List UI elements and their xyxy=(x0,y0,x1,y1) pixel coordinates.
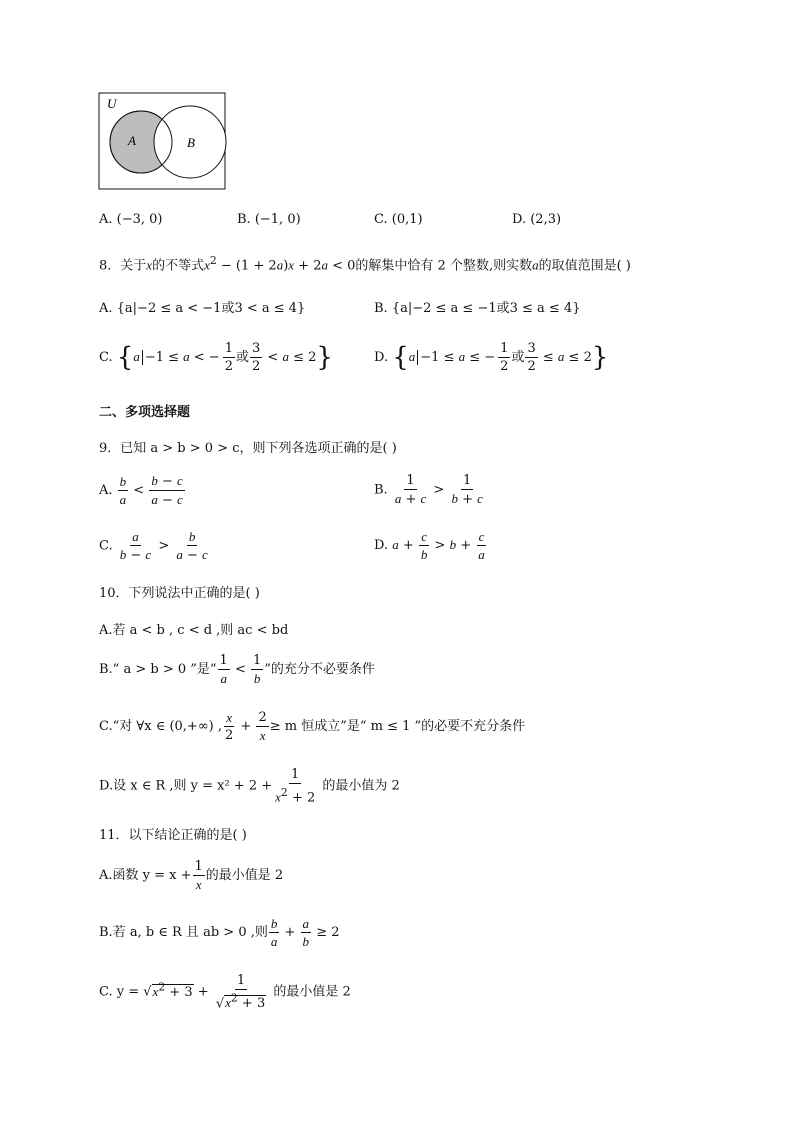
q8-stem: 8．关于x的不等式$x^2 - (1 + 2a)x + 2a < 0$的解集中恰有 2 个整数,则实数a的取值范围是( ) xyxy=(99,254,631,274)
q8-stem-3: 的解集中恰有 2 个整数,则实数 xyxy=(355,258,533,274)
q11-option-a: A.函数 y = x + $\frac{1}{x}$ 的最小值是 2 xyxy=(99,859,284,892)
q9-stem: 9．已知 a > b > 0 > c，则下列各选项正确的是( ) xyxy=(99,441,397,456)
q8-stem-4: 的取值范围是( ) xyxy=(538,258,631,274)
q11-stem: 11．以下结论正确的是( ) xyxy=(99,828,247,843)
set-b-label: B xyxy=(187,135,195,150)
q9-option-c: C. $\frac{a}{b - c}$ > $\frac{b}{a - c}$ xyxy=(99,529,208,563)
universe-label: U xyxy=(107,96,117,111)
q10-option-a: A.若 a < b , c < d ,则 ac < bd xyxy=(99,623,289,638)
set-a-label: A xyxy=(128,133,136,148)
q9-option-b: B. $\frac{1}{a + c}$ > $\frac{1}{b + c}$ xyxy=(374,473,483,507)
q8-option-a: A. {a|−2 ≤ a < −1或3 < a ≤ 4} xyxy=(99,301,306,316)
q11-option-b: B.若 a, b ∈ R 且 ab > 0 ,则 $\frac{b}{a}$ + $\frac{a}{b}$ ≥ 2 xyxy=(99,916,340,949)
q7-option-c: C. (0,1) xyxy=(374,212,423,227)
venn-diagram xyxy=(98,92,228,192)
q7-option-d: D. (2,3) xyxy=(512,212,562,227)
q8-option-c: C. {a −1 ≤ a < − $\frac{1}{2}$ 或 $\frac{3}{2}$ < a ≤ 2} xyxy=(99,341,333,374)
q10-option-c: C.“对 ∀x ∈ (0,+∞) , $\frac{x}{2}$ + $\frac{2}{x}$ ≥ m 恒成立”是“ m ≤ 1 ”的必要不充分条件 xyxy=(99,710,526,743)
q7-option-b: B. (−1, 0) xyxy=(237,212,301,227)
q8-stem-2: 的不等式 xyxy=(152,258,205,274)
q7-option-a: A. (−3, 0) xyxy=(99,212,163,227)
q9-option-d: D. a + $\frac{c}{b}$ > b + $\frac{c}{a}$ xyxy=(374,529,485,562)
q8-option-d: D. {a −1 ≤ a ≤ − $\frac{1}{2}$ 或 $\frac{3}{2}$ ≤ a ≤ 2} xyxy=(374,341,609,374)
q10-option-b: B.“ a > b > 0 ”是“ $\frac{1}{a}$ < $\frac{1}{b}$ ”的充分不必要条件 xyxy=(99,653,375,686)
q11-option-c: C. $y = √x^2 + 3$ + $\frac{1}{√x^2 + 3}$ 的最小值是 2 xyxy=(99,973,351,1012)
q9-option-a: A. $\frac{b}{a}$ < $\frac{b - c}{a - c}$ xyxy=(99,473,183,508)
q10-option-d: D.设 x ∈ R ,则 y = x² + 2 + $\frac{1}{x^2 + 2}$ 的最小值为 2 xyxy=(99,767,400,806)
q8-option-b: B. {a|−2 ≤ a ≤ −1或3 ≤ a ≤ 4} xyxy=(374,301,581,316)
q8-stem-1: 8．关于 xyxy=(99,258,147,274)
q10-stem: 10．下列说法中正确的是( ) xyxy=(99,586,260,601)
section-heading: 二、多项选择题 xyxy=(99,405,191,420)
